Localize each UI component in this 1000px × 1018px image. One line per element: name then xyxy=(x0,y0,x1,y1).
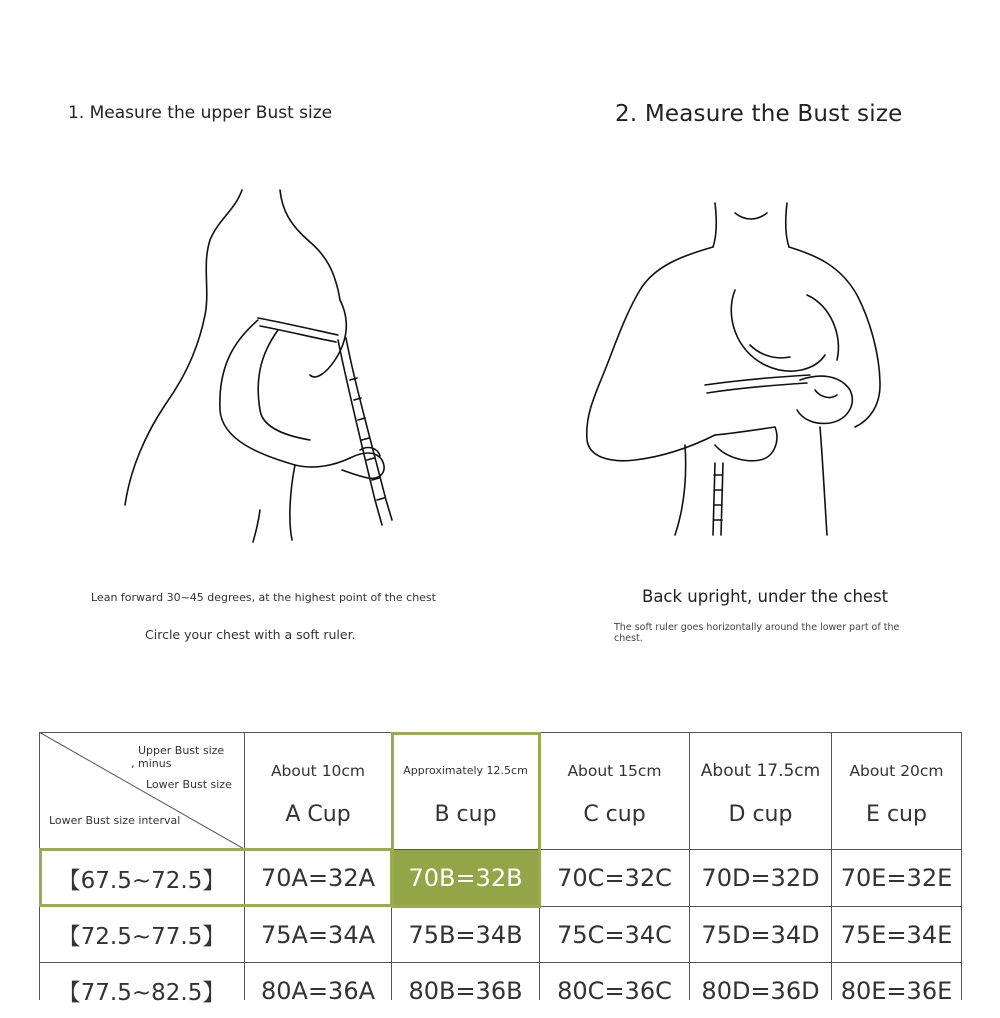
bust-measure-illustration xyxy=(575,195,895,545)
table-cell: 70A=32A xyxy=(260,864,376,892)
table-cell: 75A=34A xyxy=(260,920,376,949)
highlight-column-b xyxy=(391,732,541,908)
col-c-difference: About 15cm xyxy=(567,762,662,780)
col-c-cup: C cup xyxy=(583,802,646,827)
table-cell: 75D=34D xyxy=(701,920,820,949)
col-e-difference: About 20cm xyxy=(849,762,944,780)
corner-lower-bust-label: Lower Bust size xyxy=(146,778,232,791)
table-cell-highlighted: 70B=32B xyxy=(392,850,539,906)
col-e-cup: E cup xyxy=(866,802,927,827)
step2-title: 2. Measure the Bust size xyxy=(615,101,903,127)
table-cell: 70C=32C xyxy=(557,864,672,892)
table-cell: 80D=36D xyxy=(701,976,820,1005)
step2-caption-line1: Back upright, under the chest xyxy=(642,587,889,606)
col-d-cup: D cup xyxy=(728,802,793,827)
step1-caption-line2: Circle your chest with a soft ruler. xyxy=(145,627,356,642)
step1-caption-line1: Lean forward 30~45 degrees, at the highest point of the chest xyxy=(91,591,436,604)
corner-header-cell xyxy=(39,732,244,849)
corner-interval-label: Lower Bust size interval xyxy=(49,814,181,827)
table-row-range: 【77.5~82.5】 xyxy=(57,980,226,1006)
table-cell: 70D=32D xyxy=(701,864,820,892)
col-d-difference: About 17.5cm xyxy=(700,761,821,781)
upper-bust-measure-illustration xyxy=(110,180,410,550)
step2-caption-line2: The soft ruler goes horizontally around the lower part of the chest. xyxy=(614,622,900,644)
table-cell: 75C=34C xyxy=(557,920,672,949)
col-b-cup: B cup xyxy=(434,802,497,827)
table-cell: 80A=36A xyxy=(260,976,376,1005)
corner-upper-bust-label: Upper Bust size xyxy=(138,744,225,757)
highlight-row-1 xyxy=(39,848,393,907)
table-cell: 75E=34E xyxy=(840,920,953,949)
col-a-difference: About 10cm xyxy=(270,762,366,780)
table-cell: 80B=36B xyxy=(408,976,523,1005)
col-a-cup: A Cup xyxy=(285,802,351,827)
table-cell: 80C=36C xyxy=(557,976,672,1005)
step1-title: 1. Measure the upper Bust size xyxy=(68,103,333,123)
col-header-d xyxy=(690,732,831,849)
col-header-c xyxy=(540,732,689,849)
table-cell: 70E=32E xyxy=(840,864,953,892)
table-cell: 80E=36E xyxy=(840,976,953,1005)
table-cell: 75B=34B xyxy=(408,920,523,949)
size-chart-table xyxy=(39,732,962,1006)
corner-minus-label: , minus xyxy=(131,757,172,770)
table-row-range: 【67.5~72.5】 xyxy=(57,867,226,894)
col-header-a xyxy=(245,732,391,849)
table-row-range: 【72.5~77.5】 xyxy=(57,924,226,950)
col-header-e xyxy=(832,732,961,849)
col-b-difference: Approximately 12.5cm xyxy=(403,764,528,777)
